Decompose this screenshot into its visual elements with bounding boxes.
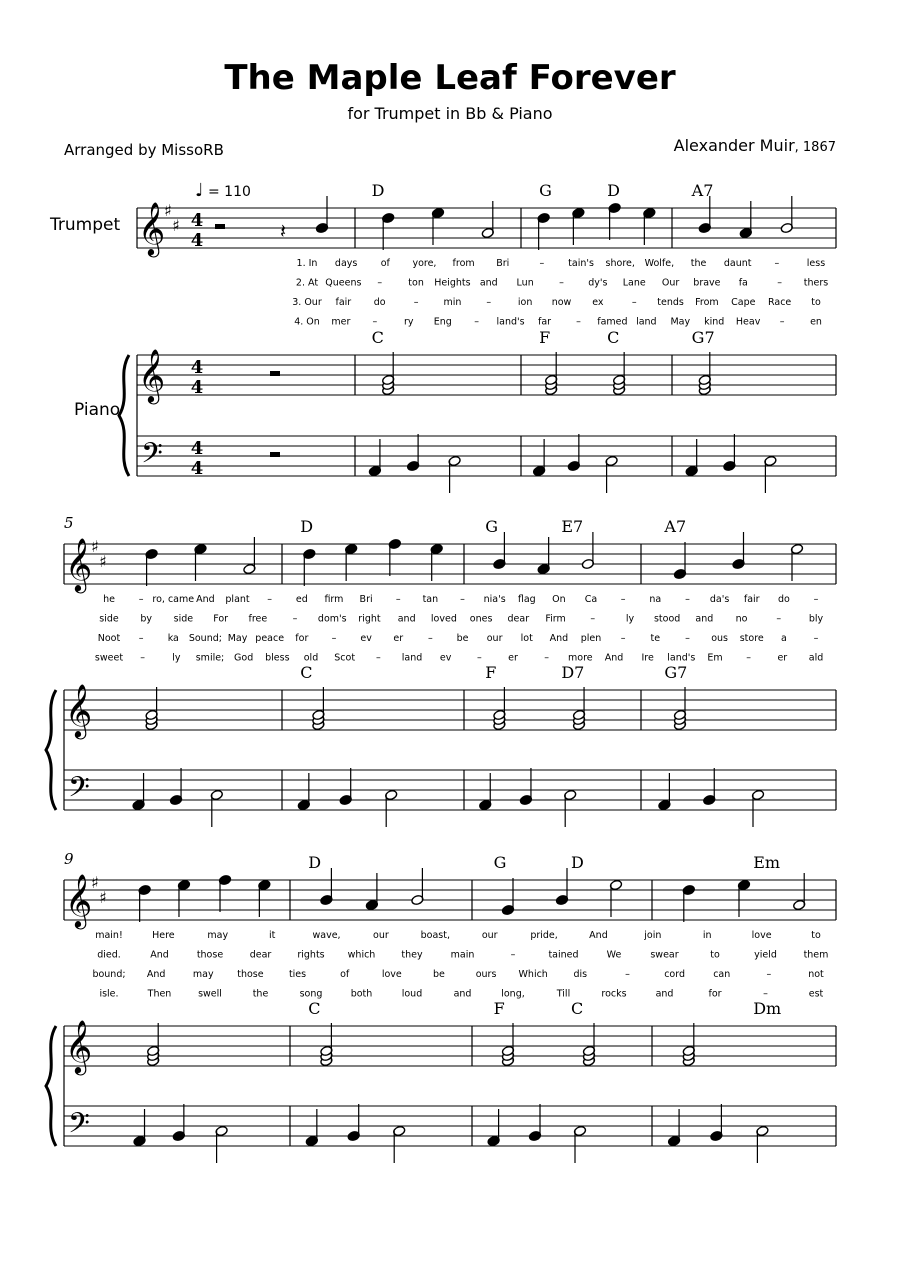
piano-chord-symbol: F [485, 663, 497, 682]
lyric-syllable: nia's [483, 594, 506, 605]
lyric-syllable: te [650, 633, 661, 644]
lyric-syllable: he [103, 594, 115, 605]
piano-chord-symbol: C [571, 999, 584, 1018]
lyric-syllable: Scot [334, 652, 356, 664]
lyric-syllable: brave [693, 277, 721, 289]
lyric-syllable: Lane [622, 277, 646, 289]
lyric-syllable: fair [743, 594, 760, 605]
lyric-syllable: tends [657, 297, 684, 308]
lyric-syllable: peace [255, 633, 285, 644]
lyric-syllable: – [377, 277, 383, 289]
treble-clef-icon: 𝄞 [138, 201, 166, 255]
trumpet-chord-symbol: G [539, 181, 552, 200]
lyric-syllable: ald [808, 652, 824, 664]
lyric-syllable: our [486, 633, 503, 644]
lyric-syllable: Heav [735, 316, 761, 328]
lyric-syllable: – [779, 316, 785, 328]
lyric-syllable: tan [422, 594, 439, 605]
lyric-syllable: bless [265, 652, 290, 664]
lyric-syllable: for [295, 633, 309, 644]
quarter-rest-icon: 𝄽 [280, 219, 287, 243]
lyric-syllable: 2. At [295, 277, 319, 289]
lyric-syllable: cord [664, 969, 686, 980]
piano-instrument-label: Piano [74, 400, 121, 420]
lyric-syllable: less [806, 258, 826, 269]
lyric-syllable: Ca [584, 594, 598, 605]
lyric-syllable: now [551, 297, 572, 308]
lyric-syllable: to [710, 949, 720, 961]
bass-clef-icon: 𝄢 [68, 1107, 90, 1147]
lyric-syllable: they [401, 949, 423, 961]
treble-clef-icon: 𝄞 [138, 348, 166, 402]
lyric-syllable: join [644, 930, 662, 941]
lyric-syllable: loud [401, 988, 423, 1000]
whole-rest [270, 452, 280, 457]
lyric-syllable: ry [404, 316, 414, 328]
trumpet-chord-symbol: E7 [561, 517, 584, 536]
lyric-syllable: love [751, 930, 772, 941]
lyric-syllable: – [631, 297, 637, 308]
lyric-syllable: Till [556, 988, 571, 1000]
lyric-syllable: 3. Our [292, 297, 322, 308]
bass-clef-icon: 𝄢 [68, 771, 90, 811]
lyric-syllable: Which [518, 969, 548, 980]
lyric-syllable: main [450, 949, 475, 961]
piano-chord-symbol: F [539, 328, 551, 347]
sharp-f-icon: ♯ [91, 873, 99, 892]
trumpet-chord-symbol: A7 [691, 181, 714, 200]
lyric-syllable: famed [597, 316, 628, 328]
lyric-syllable: Wolfe, [644, 258, 675, 269]
lyric-syllable: – [620, 594, 626, 605]
lyric-syllable: – [138, 633, 144, 644]
piano-brace [119, 355, 129, 476]
lyric-syllable: ly [625, 613, 635, 625]
time-signature-top: 4 [190, 210, 204, 231]
sharp-c-icon: ♯ [99, 552, 107, 571]
lyric-syllable: – [331, 633, 337, 644]
lyric-syllable: – [620, 633, 626, 644]
lyric-syllable: – [486, 297, 492, 308]
lyric-syllable: – [776, 613, 782, 625]
lyric-syllable: bound; [92, 969, 126, 980]
lyric-syllable: ton [408, 277, 424, 289]
lyric-syllable: da's [709, 594, 730, 605]
lyric-syllable: our [481, 930, 498, 941]
lyric-syllable: it [268, 930, 276, 941]
piano-chord-symbol: C [607, 328, 620, 347]
lyric-syllable: can [713, 969, 731, 980]
lyric-syllable: sweet [94, 652, 124, 664]
lyric-syllable: – [559, 277, 564, 289]
lyric-syllable: na [649, 594, 662, 605]
lyric-syllable: lot [520, 633, 533, 644]
lyric-syllable: land [636, 316, 657, 328]
lyric-syllable: and [695, 613, 714, 625]
lyric-syllable: Then [147, 988, 172, 1000]
piano-chord-symbol: Dm [753, 999, 782, 1018]
lyric-syllable: God [234, 652, 254, 664]
lyric-syllable: do [777, 594, 790, 605]
lyric-syllable: in [702, 930, 712, 941]
lyric-syllable: shore, [605, 258, 635, 269]
lyric-syllable: from [452, 258, 475, 269]
lyric-syllable: our [373, 930, 389, 941]
lyric-syllable: of [340, 969, 350, 980]
lyric-syllable: days [334, 258, 358, 269]
lyric-syllable: thers [803, 277, 829, 289]
lyric-syllable: – [372, 316, 378, 328]
treble-clef-icon: 𝄞 [65, 683, 93, 737]
lyric-syllable: stood [653, 613, 681, 625]
trumpet-chord-symbol: D [308, 853, 322, 872]
lyric-syllable: We [606, 949, 622, 961]
lyric-syllable: ro, came [152, 594, 195, 605]
lyric-syllable: Firm [545, 613, 566, 625]
lyric-syllable: – [476, 652, 482, 664]
lyric-syllable: tained [548, 949, 579, 961]
lyric-syllable: long, [501, 988, 525, 1000]
lyric-syllable: dom's [317, 613, 347, 625]
lyric-syllable: ka [167, 633, 179, 644]
lyric-syllable: fa [738, 277, 748, 289]
lyric-syllable: – [427, 633, 433, 644]
lyric-syllable: side [99, 613, 119, 625]
lyric-syllable: and [453, 988, 472, 1000]
lyric-syllable: ev [439, 652, 452, 664]
lyric-syllable: to [811, 297, 821, 308]
lyric-syllable: 4. On [294, 316, 320, 328]
lyric-syllable: and [479, 277, 498, 289]
lyric-syllable: And [549, 633, 569, 644]
lyric-syllable: – [685, 594, 690, 605]
lyric-syllable: mer [331, 316, 351, 328]
lyric-syllable: And [150, 949, 169, 961]
lyric-syllable: – [510, 949, 516, 961]
measure-number: 5 [64, 514, 74, 532]
lyric-syllable: And [589, 930, 608, 941]
lyric-syllable: plen [580, 633, 602, 644]
lyric-syllable: er [777, 652, 788, 664]
lyric-syllable: daunt [723, 258, 752, 269]
lyric-syllable: main! [95, 930, 123, 941]
piano-chord-symbol: C [300, 663, 313, 682]
piano-chord-symbol: D7 [561, 663, 585, 682]
lyric-syllable: to [811, 930, 821, 941]
lyric-syllable: pride, [530, 930, 558, 941]
lyric-syllable: not [808, 969, 824, 980]
lyric-syllable: loved [430, 613, 457, 625]
lyric-syllable: – [590, 613, 596, 625]
lyric-syllable: no [735, 613, 748, 625]
lyric-syllable: be [432, 969, 445, 980]
piano-chord-symbol: F [493, 999, 505, 1018]
trumpet-chord-symbol: D [300, 517, 314, 536]
lyric-syllable: – [763, 988, 768, 1000]
trumpet-chord-symbol: Em [753, 853, 781, 872]
lyric-syllable: for [708, 988, 722, 1000]
lyric-syllable: – [766, 969, 772, 980]
lyric-syllable: ly [172, 652, 181, 664]
lyric-syllable: died. [97, 949, 121, 961]
lyric-syllable: rocks [601, 988, 627, 1000]
lyric-syllable: And [604, 652, 624, 664]
lyric-syllable: Noot [97, 633, 121, 644]
measure-number: 9 [64, 850, 74, 868]
lyric-syllable: do [373, 297, 386, 308]
lyric-syllable: est [808, 988, 824, 1000]
lyric-syllable: and [655, 988, 674, 1000]
lyric-syllable: song [299, 988, 323, 1000]
lyric-syllable: Bri [496, 258, 510, 269]
piano-chord-symbol: C [371, 328, 384, 347]
time-signature-top: 4 [190, 357, 204, 378]
lyric-syllable: those [237, 969, 264, 980]
lyric-syllable: free [248, 613, 268, 625]
lyric-syllable: – [544, 652, 550, 664]
lyric-syllable: land [401, 652, 423, 664]
lyric-syllable: dy's [588, 277, 608, 289]
lyric-syllable: Race [767, 297, 792, 308]
lyric-syllable: – [375, 652, 381, 664]
lyric-syllable: be [456, 633, 469, 644]
lyric-syllable: – [813, 633, 819, 644]
lyric-syllable: ours [475, 969, 497, 980]
lyric-syllable: Here [152, 930, 175, 941]
lyric-syllable: Heights [434, 277, 471, 289]
lyric-syllable: ev [360, 633, 372, 644]
lyric-syllable: er [393, 633, 404, 644]
time-signature-bottom: 4 [190, 230, 204, 251]
lyric-syllable: ion [517, 297, 533, 308]
lyric-syllable: Eng [433, 316, 452, 328]
trumpet-chord-symbol: D [607, 181, 620, 200]
lyric-syllable: dear [507, 613, 530, 625]
lyric-syllable: 1. In [296, 258, 318, 269]
lyric-syllable: tain's [568, 258, 594, 269]
lyric-syllable: may [207, 930, 229, 941]
composer-name: Alexander Muir [673, 136, 795, 155]
sharp-c-icon: ♯ [172, 216, 180, 235]
treble-clef-icon: 𝄞 [65, 873, 93, 927]
sharp-c-icon: ♯ [99, 888, 107, 907]
lyric-syllable: right [358, 613, 381, 625]
lyric-syllable: – [625, 969, 630, 980]
lyric-syllable: ous [711, 633, 728, 644]
sharp-f-icon: ♯ [164, 201, 172, 220]
piano-chord-symbol: G7 [691, 328, 715, 347]
lyric-syllable: plant [225, 594, 250, 605]
lyric-syllable: – [746, 652, 752, 664]
trumpet-instrument-label: Trumpet [50, 215, 121, 235]
lyric-syllable: wave, [312, 930, 341, 941]
composition-year: , 1867 [794, 140, 836, 155]
lyric-syllable: – [813, 594, 819, 605]
lyric-syllable: both [350, 988, 373, 1000]
lyric-syllable: For [213, 613, 229, 625]
lyric-syllable: land's [667, 652, 696, 664]
lyric-syllable: old [303, 652, 319, 664]
lyric-syllable: – [539, 258, 545, 269]
lyric-syllable: en [810, 316, 822, 328]
lyric-syllable: – [395, 594, 401, 605]
lyric-syllable: er [508, 652, 518, 664]
piano-brace [46, 690, 56, 810]
lyric-syllable: smile; [195, 652, 225, 664]
lyric-syllable: store [739, 633, 764, 644]
lyric-syllable: the [252, 988, 269, 1000]
piano-chord-symbol: C [308, 999, 321, 1018]
lyric-syllable: – [576, 316, 581, 328]
trumpet-chord-symbol: D [571, 853, 584, 872]
lyric-syllable: isle. [99, 988, 119, 1000]
lyric-syllable: Cape [731, 297, 756, 308]
lyric-syllable: Em [707, 652, 723, 664]
lyric-syllable: – [413, 297, 419, 308]
lyric-syllable: which [347, 949, 376, 961]
lyric-syllable: a [780, 633, 787, 644]
lyric-syllable: those [196, 949, 224, 961]
lyric-syllable: From [695, 297, 719, 308]
lyric-syllable: of [380, 258, 390, 269]
lyric-syllable: ones [469, 613, 493, 625]
lyric-syllable: min [443, 297, 462, 308]
lyric-syllable: May [227, 633, 248, 644]
lyric-syllable: On [552, 594, 566, 605]
tempo-marking: = 110 [208, 184, 251, 200]
lyric-syllable: love [381, 969, 402, 980]
lyric-syllable: ed [295, 594, 308, 605]
lyric-syllable: Ire [641, 652, 654, 664]
lyric-syllable: may [192, 969, 214, 980]
lyric-syllable: and [397, 613, 416, 625]
lyric-syllable: Our [661, 277, 680, 289]
lyric-syllable: yield [754, 949, 777, 961]
lyric-syllable: side [173, 613, 194, 625]
lyric-syllable: Sound; [188, 633, 222, 644]
lyric-syllable: land's [496, 316, 525, 328]
lyric-syllable: And [146, 969, 166, 980]
lyric-syllable: May [670, 316, 691, 328]
lyric-syllable: – [685, 633, 690, 644]
sharp-f-icon: ♯ [91, 537, 99, 556]
piano-chord-symbol: G7 [664, 663, 688, 682]
lyric-syllable: kind [704, 316, 725, 328]
lyric-syllable: dis [573, 969, 588, 980]
lyric-syllable: fair [335, 297, 352, 308]
lyric-syllable: swear [650, 949, 679, 961]
lyric-syllable: Bri [359, 594, 373, 605]
treble-clef-icon: 𝄞 [65, 1019, 93, 1073]
whole-rest [270, 371, 280, 376]
time-signature-bottom: 4 [190, 377, 204, 398]
lyric-syllable: ex [592, 297, 604, 308]
lyric-syllable: ties [288, 969, 307, 980]
lyric-syllable: – [774, 258, 780, 269]
lyric-syllable: bly [808, 613, 824, 625]
lyric-syllable: boast, [420, 930, 450, 941]
lyric-syllable: more [568, 652, 593, 664]
trumpet-chord-symbol: G [493, 853, 507, 872]
piano-brace [46, 1026, 56, 1146]
lyric-syllable: swell [198, 988, 222, 1000]
lyric-syllable: – [140, 652, 146, 664]
half-rest [215, 224, 225, 229]
lyric-syllable: flag [517, 594, 536, 605]
lyric-syllable: And [196, 594, 215, 605]
time-signature-top: 4 [190, 438, 204, 459]
lyric-syllable: – [138, 594, 144, 605]
lyric-syllable: the [690, 258, 707, 269]
lyric-syllable: yore, [412, 258, 437, 269]
lyric-syllable: by [140, 613, 153, 625]
lyric-syllable: far [537, 316, 552, 328]
lyric-syllable: – [474, 316, 480, 328]
time-signature-bottom: 4 [190, 458, 204, 479]
arranger-credit: Arranged by MissoRB [64, 141, 224, 159]
lyric-syllable: Lun [516, 277, 534, 289]
score-title: The Maple Leaf Forever [224, 58, 676, 98]
trumpet-chord-symbol: A7 [664, 517, 687, 536]
lyric-syllable: Queens [325, 277, 362, 289]
lyric-syllable: – [292, 613, 298, 625]
treble-clef-icon: 𝄞 [65, 537, 93, 591]
trumpet-chord-symbol: G [485, 517, 499, 536]
trumpet-chord-symbol: D [371, 181, 385, 200]
lyric-syllable: dear [249, 949, 272, 961]
lyric-syllable: – [460, 594, 465, 605]
bass-clef-icon: 𝄢 [141, 437, 163, 477]
quarter-note-icon: ♩ [195, 180, 204, 201]
lyric-syllable: them [803, 949, 829, 961]
lyric-syllable: – [777, 277, 783, 289]
lyric-syllable: – [267, 594, 273, 605]
score-subtitle: for Trumpet in Bb & Piano [347, 104, 553, 123]
lyric-syllable: rights [297, 949, 325, 961]
lyric-syllable: firm [324, 594, 344, 605]
